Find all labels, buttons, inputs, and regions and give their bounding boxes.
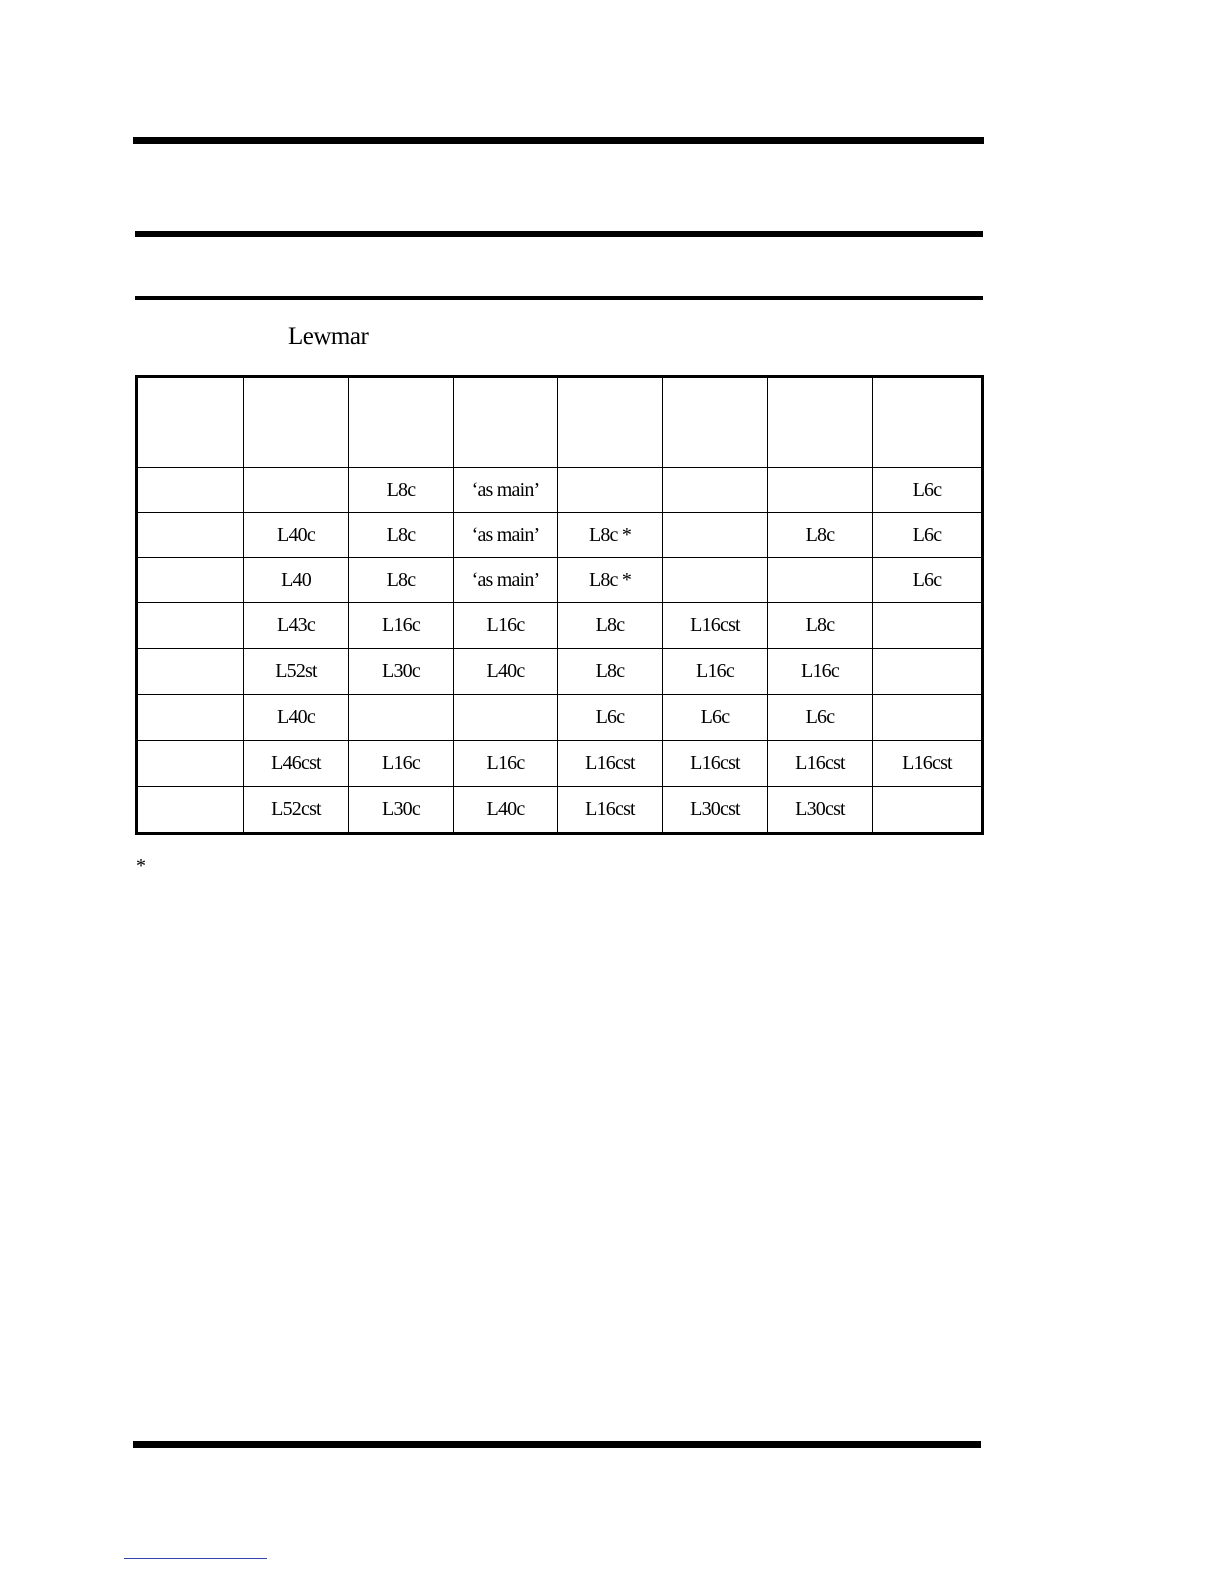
brand-heading: Lewmar [288,323,369,350]
table-cell [349,695,454,741]
table-row [137,649,983,695]
table-cell [768,558,873,603]
table-row [137,468,983,513]
bottom-rule [133,1441,981,1448]
table-cell: L40c [454,787,558,834]
table-cell: L16cst [558,787,663,834]
table-cell [873,603,983,649]
table-cell: L16c [454,603,558,649]
table-cell [137,695,244,741]
top-rule [133,137,984,144]
table-cell [663,468,768,513]
table-header-cell [768,377,873,468]
table-row [137,741,983,787]
section-rule [135,231,983,237]
table-row [137,513,983,558]
table-cell: L8c * [558,558,663,603]
table-cell: L8c * [558,513,663,558]
table-cell: L6c [873,558,983,603]
table-cell: L40c [244,513,349,558]
table-header-cell [454,377,558,468]
table-cell: L16c [663,649,768,695]
heading-rule [135,296,983,300]
table-header-cell [244,377,349,468]
table-cell: L8c [349,558,454,603]
table-cell [137,513,244,558]
table-cell [137,741,244,787]
table-cell [137,558,244,603]
table-cell: L8c [558,603,663,649]
table-header-cell [349,377,454,468]
table-cell: L30c [349,649,454,695]
table-cell: L30cst [768,787,873,834]
table-cell: L16c [349,603,454,649]
table-row [137,695,983,741]
table-cell: L40c [454,649,558,695]
table-cell: L6c [873,468,983,513]
table-cell: L6c [558,695,663,741]
table-cell: ‘as main’ [454,558,558,603]
footnote-marker: * [136,855,146,877]
table-cell [137,649,244,695]
table-header-cell [137,377,244,468]
table-header-cell [873,377,983,468]
table-cell: L8c [768,603,873,649]
table-cell: L6c [663,695,768,741]
table-cell: L30cst [663,787,768,834]
table-row [137,558,983,603]
table-header-cell [663,377,768,468]
table-cell: ‘as main’ [454,468,558,513]
table-cell: L16c [454,741,558,787]
table-cell: L16c [768,649,873,695]
table-cell [873,649,983,695]
table-cell [768,468,873,513]
table-cell: L46cst [244,741,349,787]
table-cell: L52st [244,649,349,695]
table-cell: L8c [349,468,454,513]
table-cell [137,603,244,649]
table-row [137,603,983,649]
table-cell [873,787,983,834]
table-cell: L6c [768,695,873,741]
table-cell [873,695,983,741]
table-cell: L40c [244,695,349,741]
table-cell [137,468,244,513]
table-row [137,787,983,834]
table-cell: L40 [244,558,349,603]
table-cell [663,513,768,558]
table-cell: L8c [768,513,873,558]
table-cell: L8c [558,649,663,695]
table-cell: L43c [244,603,349,649]
table-cell [244,468,349,513]
table-cell [663,558,768,603]
table-header-row [137,377,983,468]
table-cell: L16cst [558,741,663,787]
table-cell: ‘as main’ [454,513,558,558]
table-cell: L30c [349,787,454,834]
table-header-cell [558,377,663,468]
footer-link-underline [124,1558,267,1559]
table-cell: L16cst [663,603,768,649]
table-cell: L16cst [873,741,983,787]
table-cell: L8c [349,513,454,558]
table-cell: L16c [349,741,454,787]
table-cell [137,787,244,834]
table-cell: L16cst [768,741,873,787]
table-cell: L6c [873,513,983,558]
winch-table [135,375,984,835]
table-cell: L52cst [244,787,349,834]
table-cell [454,695,558,741]
table-cell [558,468,663,513]
table-cell: L16cst [663,741,768,787]
